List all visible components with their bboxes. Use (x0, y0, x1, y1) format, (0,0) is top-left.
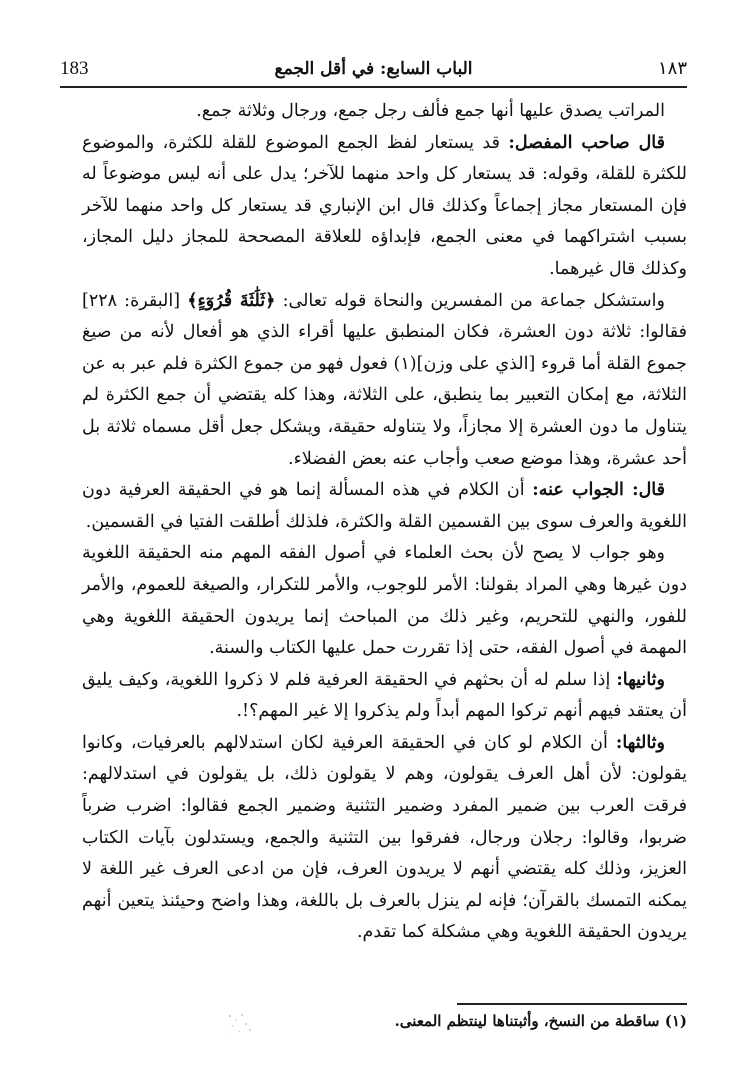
footnote-rule (457, 1003, 687, 1005)
paragraph-lead: قال: الجواب عنه: (532, 480, 665, 501)
chapter-title: الباب السابع: في أقل الجمع (274, 59, 473, 79)
quran-verse: ﴿ثَلَٰثَةَ قُرُوٓءٍ﴾ (187, 290, 276, 311)
scan-speckle (222, 1010, 262, 1040)
paragraph (82, 128, 687, 286)
paragraph-text: أن الكلام لو كان في الحقيقة العرفية لكان استدلالهم بالعرفيات، وكانوا يقولون: لأن أهل العرف يقولون، وهم لا يقولون ذلك، بل يقولون في استدلالهم: فرقت العرب بين ضمير المفرد وضمير التثنية وضمير الجمع فقالوا: اضرب ضرباً ضربوا، وقالوا: رجلان ورجال، ففرقوا بين التثنية والجمع، ويستدلون بآيات الكتاب العزيز، وذلك كله يقتضي أنهم لا يريدون العرف، فإن من ادعى العرف غير اللغة لا يمكنه التمسك بالقرآن؛ فإنه لم ينزل بالعرف بل باللغة، وهذا واضح وحيئنذ يتعين أنهم يريدون الحقيقة اللغوية وهي مشكلة كما تقدم. (82, 732, 687, 943)
paragraph-text: واستشكل جماعة من المفسرين والنحاة قوله تعالى: (275, 290, 665, 311)
paragraph-text: أن الكلام في هذه المسألة إنما هو في الحقيقة العرفية دون اللغوية والعرف سوى بين القسمين القلة والكثرة، فلذلك أطلقت الفتيا في القسمين. (82, 480, 687, 532)
main-text (82, 96, 687, 949)
paragraph (82, 665, 687, 728)
paragraph-text: المراتب يصدق عليها أنها جمع فألف رجل جمع، ورجال وثلاثة جمع. (196, 101, 665, 121)
header-rule (60, 86, 687, 88)
page-number-arabic: ١٨٣ (657, 58, 687, 79)
page-number-latin: 183 (60, 58, 89, 79)
paragraph (82, 286, 687, 476)
paragraph-lead: وثالثها: (615, 732, 665, 753)
paragraph (82, 538, 687, 664)
paragraph-text: وهو جواب لا يصح لأن بحث العلماء في أصول الفقه المهم منه الحقيقة اللغوية دون غيرها وهي المراد بقولنا: الأمر للوجوب، والأمر للتكرار، والصيغة للعموم، والأمر للفور، والنهي للتحريم، وغير ذلك من المباحث إنما يريدون الحقيقة اللغوية وهي المهمة في أصول الفقه، حتى إذا تقررت حمل عليها الكتاب والسنة. (82, 543, 687, 659)
footnote: (١) ساقطة من النسخ، وأثبتناها لينتظم المعنى. (394, 1012, 687, 1030)
paragraph-text: إذا سلم له أن بحثهم في الحقيقة العرفية فلم لا ذكروا اللغوية، وكيف يليق أن يعتقد فيهم أنهم تركوا المهم أبداً ولم يذكروا إلا غير المهم؟!. (82, 669, 687, 722)
paragraph (82, 96, 687, 128)
paragraph-lead: وثانيها: (616, 669, 665, 690)
paragraph (82, 728, 687, 949)
paragraph (82, 475, 687, 538)
running-header (60, 58, 687, 84)
paragraph-text: قد يستعار لفظ الجمع الموضوع للقلة للكثرة، والموضوع للكثرة للقلة، وقوله: قد يستعار كل واحد منهما للآخر؛ يدل على أنه ليس موضوعاً له فإن المستعار مجاز إجماعاً وكذلك قال ابن الإنباري قد يستعار كل واحد منهما للآخر بسبب اشتراكهما في معنى الجمع، فإبداؤه للعلاقة المصححة للمجاز دليل المجاز، وكذلك قال غيرهما. (82, 132, 687, 279)
paragraph-text: [البقرة: ٢٢٨] فقالوا: ثلاثة دون العشرة، فكان المنطبق عليها أقراء الذي هو أفعال لأنه من صيغ جموع القلة أما قروء [الذي على وزن](١) فعول فهو من جموع الكثرة فلم عبر به عن الثلاثة، مع إمكان التعبير بما ينطبق، على الثلاثة، وهذا كله يقتضي أن جمع الكثرة لم يتناول ما دون العشرة إلا مجازاً، ولا يتناوله حقيقة، ويشكل جعل أقل مسماه ثلاثة بل أحد عشرة، وهذا موضع صعب وأجاب عنه بعض الفضلاء. (82, 290, 687, 469)
paragraph-lead: قال صاحب المفصل: (508, 132, 666, 153)
